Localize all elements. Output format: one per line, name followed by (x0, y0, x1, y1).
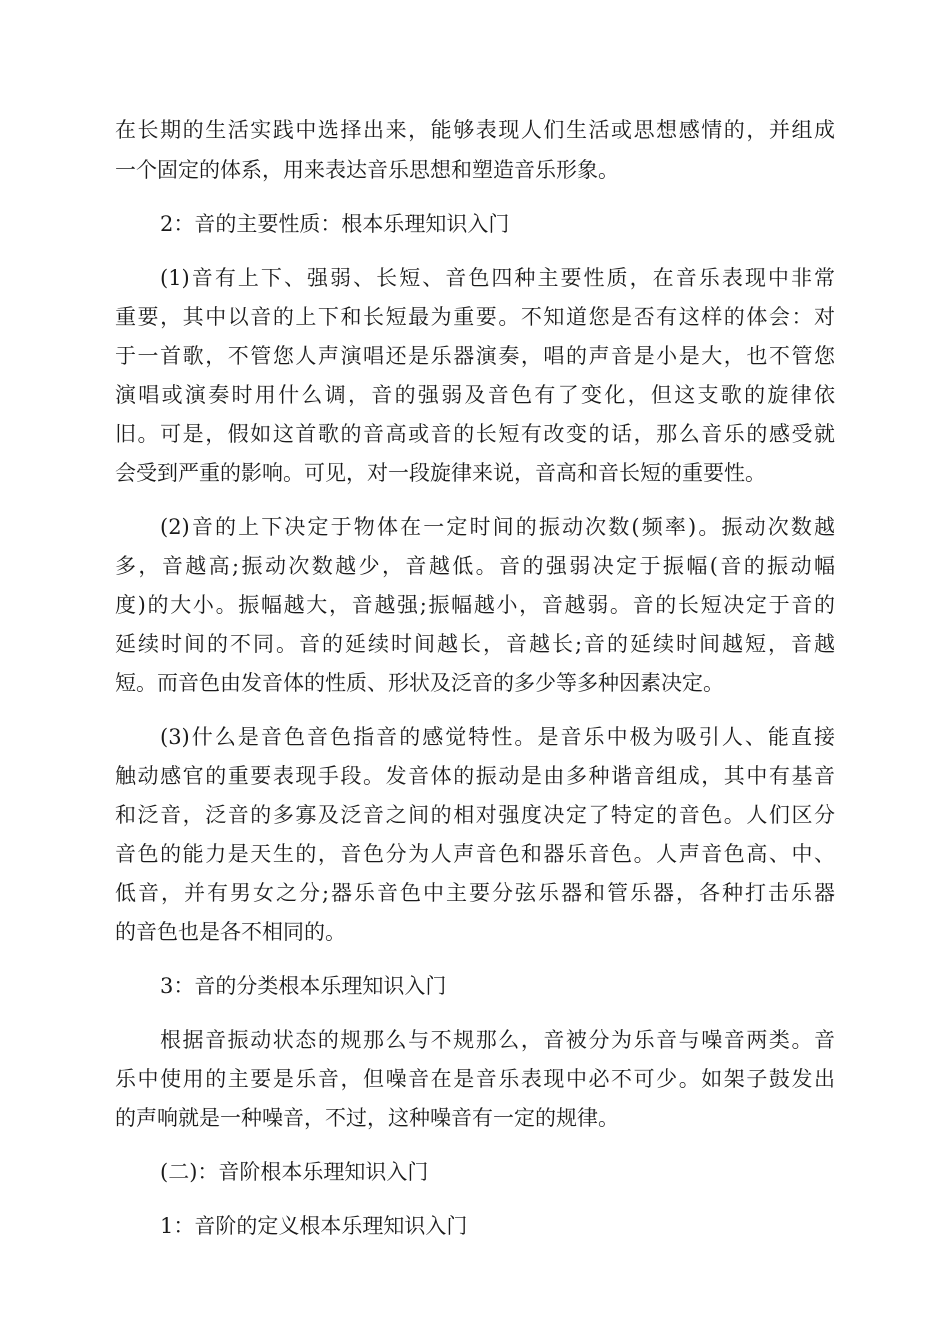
body-text-line: 触动感官的重要表现手段。发音体的振动是由多种谐音组成，其中有基音 (115, 764, 835, 788)
paragraph-first-line: 根据音振动状态的规那么与不规那么，音被分为乐音与噪音两类。音 (160, 1028, 835, 1052)
body-text-line: 多，音越高;振动次数越少，音越低。音的强弱决定于振幅(音的振动幅 (115, 554, 835, 578)
body-text-line: 的声响就是一种噪音，不过，这种噪音有一定的规律。 (115, 1106, 619, 1130)
body-text-line: 度)的大小。振幅越大，音越强;振幅越小，音越弱。音的长短决定于音的 (115, 593, 835, 617)
section-heading: 2：音的主要性质：根本乐理知识入门 (160, 212, 510, 236)
body-text-line: 乐中使用的主要是乐音，但噪音在是音乐表现中必不可少。如架子鼓发出 (115, 1067, 835, 1091)
section-heading: 3：音的分类根本乐理知识入门 (160, 974, 447, 998)
paragraph-first-line: (2)音的上下决定于物体在一定时间的振动次数(频率)。振动次数越 (160, 515, 835, 539)
paragraph-first-line: (1)音有上下、强弱、长短、音色四种主要性质，在音乐表现中非常 (160, 266, 835, 290)
body-text-line: 重要，其中以音的上下和长短最为重要。不知道您是否有这样的体会：对 (115, 305, 835, 329)
section-heading: 1：音阶的定义根本乐理知识入门 (160, 1214, 468, 1238)
paragraph-first-line: (3)什么是音色音色指音的感觉特性。是音乐中极为吸引人、能直接 (160, 725, 835, 749)
body-text-line: 和泛音，泛音的多寡及泛音之间的相对强度决定了特定的音色。人们区分 (115, 803, 835, 827)
body-text-line: 演唱或演奏时用什么调，音的强弱及音色有了变化，但这支歌的旋律依 (115, 383, 835, 407)
body-text-line: 的音色也是各不相同的。 (115, 920, 346, 944)
body-text-line: 在长期的生活实践中选择出来，能够表现人们生活或思想感情的，并组成 (115, 118, 835, 142)
body-text-line: 一个固定的体系，用来表达音乐思想和塑造音乐形象。 (115, 158, 619, 182)
body-text-line: 延续时间的不同。音的延续时间越长，音越长;音的延续时间越短，音越 (115, 632, 835, 656)
body-text-line: 旧。可是，假如这首歌的音高或音的长短有改变的话，那么音乐的感受就 (115, 422, 835, 446)
body-text-line: 于一首歌，不管您人声演唱还是乐器演奏，唱的声音是小是大，也不管您 (115, 344, 835, 368)
body-text-line: 音色的能力是天生的，音色分为人声音色和器乐音色。人声音色高、中、 (115, 842, 835, 866)
body-text-line: 短。而音色由发音体的性质、形状及泛音的多少等多种因素决定。 (115, 671, 724, 695)
body-text-line: 会受到严重的影响。可见，对一段旋律来说，音高和音长短的重要性。 (115, 461, 766, 485)
section-heading: (二)：音阶根本乐理知识入门 (160, 1160, 429, 1184)
body-text-line: 低音，并有男女之分;器乐音色中主要分弦乐器和管乐器，各种打击乐器 (115, 881, 835, 905)
